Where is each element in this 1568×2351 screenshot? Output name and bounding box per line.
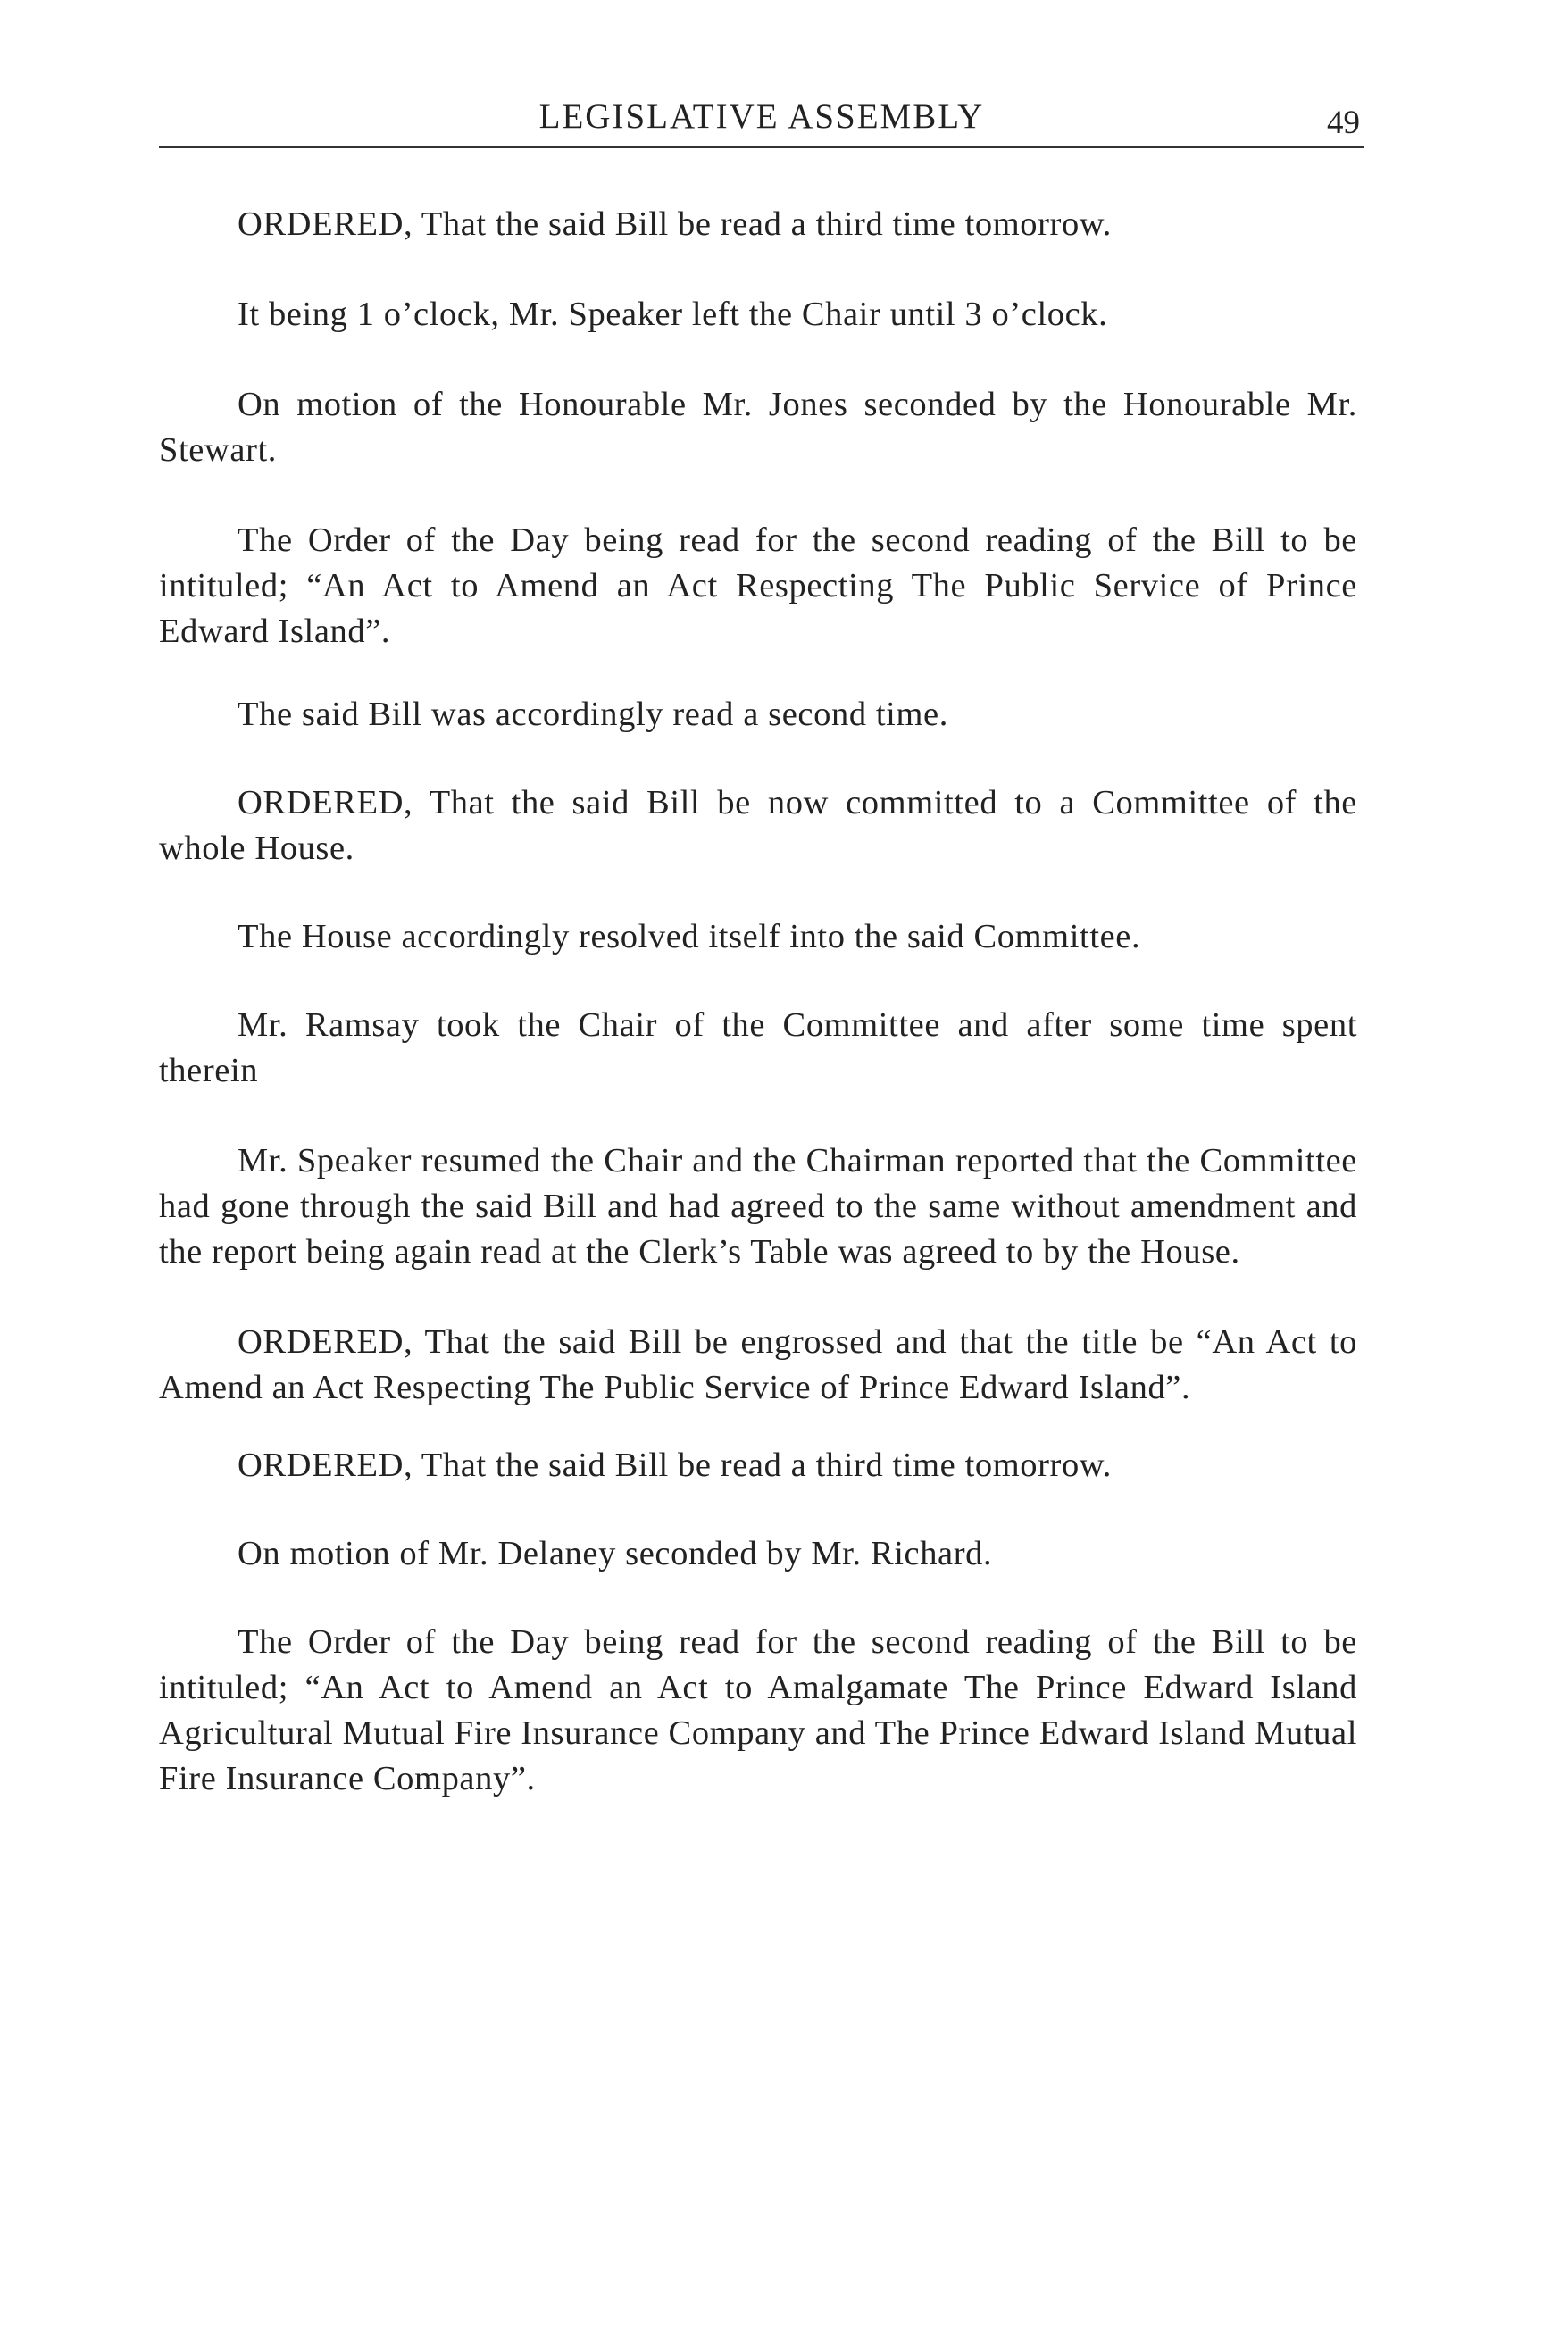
paragraph: The said Bill was accordingly read a second time.: [238, 696, 948, 733]
paragraph: ORDERED, That the said Bill be read a third time tomorrow.: [238, 1446, 1112, 1484]
paragraph: The Order of the Day being read for the second reading of the Bill to be intituled; “An Act to Amend an Act to Amalgamate The Prince Edward Island Agricultural Mutual Fire Insurance Company and The Prince Edward Island Mutual Fire Insurance Company”.: [159, 1623, 1357, 1797]
paragraph: Mr. Ramsay took the Chair of the Committee and after some time spent therein: [159, 1006, 1357, 1089]
paragraph: On motion of Mr. Delaney seconded by Mr. Richard.: [238, 1535, 993, 1572]
header-rule: [159, 146, 1364, 148]
running-title: LEGISLATIVE ASSEMBLY: [538, 97, 985, 136]
paragraph: ORDERED, That the said Bill be engrossed and that the title be “An Act to Amend an Act Respecting The Public Service of Prince Edward Island”.: [159, 1323, 1357, 1406]
paragraph: Mr. Speaker resumed the Chair and the Chairman reported that the Committee had gone through the said Bill and had agreed to the same without amendment and the report being again read at the Clerk’s Table was agreed to by the House.: [159, 1142, 1357, 1271]
page-header: [159, 96, 1364, 150]
body-text: [159, 202, 1357, 1802]
paragraph: It being 1 o’clock, Mr. Speaker left the Chair until 3 o’clock.: [238, 296, 1108, 333]
paragraph: ORDERED, That the said Bill be read a third time tomorrow.: [238, 205, 1112, 243]
paragraph: The Order of the Day being read for the second reading of the Bill to be intituled; “An Act to Amend an Act Respecting The Public Service of Prince Edward Island”.: [159, 521, 1357, 650]
page-number: 49: [1327, 104, 1360, 141]
paragraph: On motion of the Honourable Mr. Jones seconded by the Honourable Mr. Stewart.: [159, 386, 1357, 469]
paragraph: ORDERED, That the said Bill be now committed to a Committee of the whole House.: [159, 784, 1357, 867]
paragraph: The House accordingly resolved itself into the said Committee.: [238, 918, 1141, 955]
